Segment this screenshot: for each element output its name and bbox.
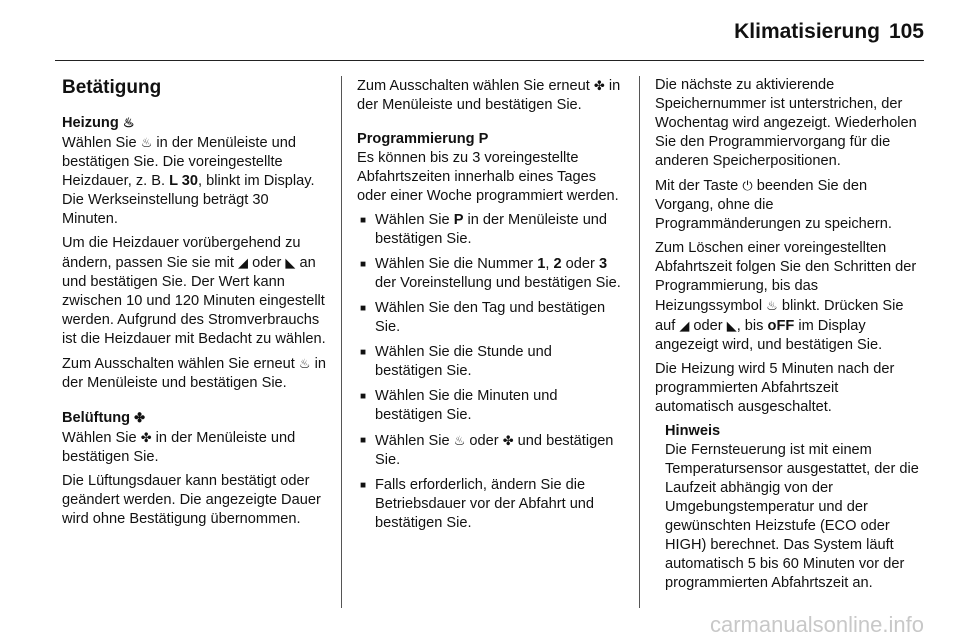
heat-icon: ♨ [122, 115, 135, 130]
column-divider [639, 76, 640, 608]
heat-icon: ♨ [766, 298, 778, 313]
text: Wählen Sie den Tag und bestätigen Sie. [375, 300, 606, 335]
arrow-left-icon: ◢ [238, 255, 249, 270]
text: oder [252, 255, 282, 271]
list-item [357, 299, 623, 337]
text: in der Menüleiste und bestätigen Sie. [375, 212, 608, 247]
text: Falls erforderlich, ändern Sie die Betriebsdauer vor der Abfahrt und bestätigen Sie. [375, 477, 595, 531]
text: beenden Sie den Vorgang, ohne die Programmänderungen zu speichern. [655, 178, 892, 232]
paragraph [655, 239, 921, 355]
bullet: ■ [360, 480, 367, 491]
text: Zum Löschen einer voreingestellten Abfahrtszeit folgen Sie den Schritten der Programmierung, bis das Heizungssymbol [655, 240, 917, 314]
text: Wählen Sie [62, 135, 137, 151]
note-text: Die Fernsteuerung ist mit einem Temperatursensor ausgestattet, der die Laufzeit abhängig von der Umgebungstemperatur und der gewünschten Heizstufe (ECO oder HIGH) berechnet. Das System läuft automatisch 5 bis 60 Minuten vor der programmierten Abfahrtszeit an. [665, 442, 919, 591]
text: Wählen Sie die Nummer [375, 256, 534, 272]
text: oder [565, 256, 595, 272]
list-item [357, 343, 623, 381]
column-1 [62, 74, 328, 534]
fan-icon: ✤ [593, 78, 605, 93]
heat-icon: ♨ [140, 135, 153, 150]
text: an und bestätigen Sie. Der Wert kann zwischen 10 und 120 Minuten eingestellt werden. Aufgrund des Stromverbrauchs ist die Heizdauer mit Bedacht zu wählen. [62, 255, 326, 347]
programmierung-paragraph: Es können bis zu 3 voreingestellte Abfahrtszeiten innerhalb eines Tages oder einer Woche programmiert werden. [357, 150, 619, 204]
bullet: ■ [360, 215, 367, 226]
bullet: ■ [360, 391, 367, 402]
programmierung-heading: Programmierung P [357, 131, 489, 147]
column-divider [341, 76, 342, 608]
text: 1 [537, 256, 546, 272]
text: , [545, 256, 550, 272]
heizung-title: Heizung [62, 115, 119, 131]
list-item [357, 431, 623, 470]
bullet: ■ [360, 259, 367, 270]
text: P [453, 212, 464, 228]
power-icon: ⏻ [742, 178, 753, 193]
paragraph: Die Heizung wird 5 Minuten nach der programmierten Abfahrtszeit automatisch ausgeschaltet. [655, 361, 895, 415]
display-value: L 30 [169, 173, 199, 189]
paragraph [655, 176, 921, 234]
list-item [357, 211, 623, 249]
lueftung-paragraph-2: Die Lüftungsdauer kann bestätigt oder geändert werden. Die angezeigte Dauer wird ohne Bestätigung übernommen. [62, 473, 321, 527]
text: Wählen Sie die Minuten und bestätigen Sie. [375, 388, 558, 423]
text: in der Menüleiste und bestätigen Sie. [62, 430, 296, 465]
text: 3 [598, 256, 608, 272]
arrow-right-icon: ◣ [726, 318, 737, 333]
text: und bestätigen Sie. [375, 433, 614, 468]
text: Wählen Sie [375, 433, 450, 449]
paragraph: Die nächste zu aktivierende Speichernummer ist unterstrichen, der Wochentag wird angezeigt. Wiederholen Sie den Programmiervorgang für die anderen Speicherpositionen. [655, 77, 917, 169]
text: oder [469, 433, 499, 449]
bullet: ■ [360, 347, 367, 358]
watermark: carmanualsonline.info [709, 612, 924, 637]
column-2 [357, 76, 623, 539]
heizung-paragraph-2 [62, 234, 328, 349]
text: blinkt. Drücken Sie auf [655, 298, 904, 334]
header-title: Klimatisierung [734, 20, 880, 43]
text: Zum Ausschalten wählen Sie erneut [62, 356, 295, 372]
list-item [357, 255, 623, 293]
fan-icon: ✤ [140, 430, 152, 445]
section-title: Betätigung [62, 77, 162, 98]
text: oder [693, 318, 723, 334]
text: Mit der Taste [655, 178, 739, 194]
text: in der Menüleiste und bestätigen Sie. [62, 356, 326, 391]
heizung-heading [62, 113, 328, 133]
lueftung-heading [62, 408, 328, 428]
arrow-right-icon: ◣ [285, 255, 296, 270]
lueftung-title: Belüftung [62, 410, 131, 426]
text: der Voreinstellung und bestätigen Sie. [375, 275, 621, 291]
off-paragraph [357, 76, 623, 115]
text: in der Menüleiste und bestätigen Sie. Die voreingestellte Heizdauer, z. B. [62, 135, 296, 189]
fan-icon: ✤ [134, 410, 146, 425]
note-box [665, 422, 921, 593]
bullet: ■ [360, 435, 367, 446]
text: , blinkt im Display. Die Werkseinstellung beträgt 30 Minuten. [62, 173, 315, 227]
step-list [357, 211, 623, 533]
column-3 [655, 76, 921, 593]
heat-icon: ♨ [453, 433, 466, 448]
text: , bis [736, 318, 764, 334]
text: Wählen Sie [375, 212, 450, 228]
text: in der Menüleiste und bestätigen Sie. [357, 78, 621, 113]
note-title: Hinweis [665, 423, 721, 439]
header-rule [55, 60, 924, 61]
text: 2 [553, 256, 562, 272]
list-item [357, 387, 623, 425]
page-number: 105 [888, 20, 924, 43]
list-item [357, 476, 623, 533]
text: im Display angezeigt wird, und bestätigen Sie. [655, 318, 883, 353]
arrow-left-icon: ◢ [679, 318, 690, 333]
lueftung-paragraph-1 [62, 428, 328, 467]
heizung-paragraph-3 [62, 354, 328, 393]
fan-icon: ✤ [502, 433, 514, 448]
text: Zum Ausschalten wählen Sie erneut [357, 78, 590, 94]
bullet: ■ [360, 303, 367, 314]
display-value: oFF [767, 318, 795, 334]
spacer [62, 398, 328, 408]
heat-icon: ♨ [298, 356, 311, 371]
text: Um die Heizdauer vorübergehend zu ändern, passen Sie sie mit [62, 235, 301, 271]
heizung-paragraph-1 [62, 133, 328, 229]
text: Wählen Sie [62, 430, 137, 446]
text: Wählen Sie die Stunde und bestätigen Sie. [375, 344, 552, 379]
spacer [357, 120, 623, 130]
